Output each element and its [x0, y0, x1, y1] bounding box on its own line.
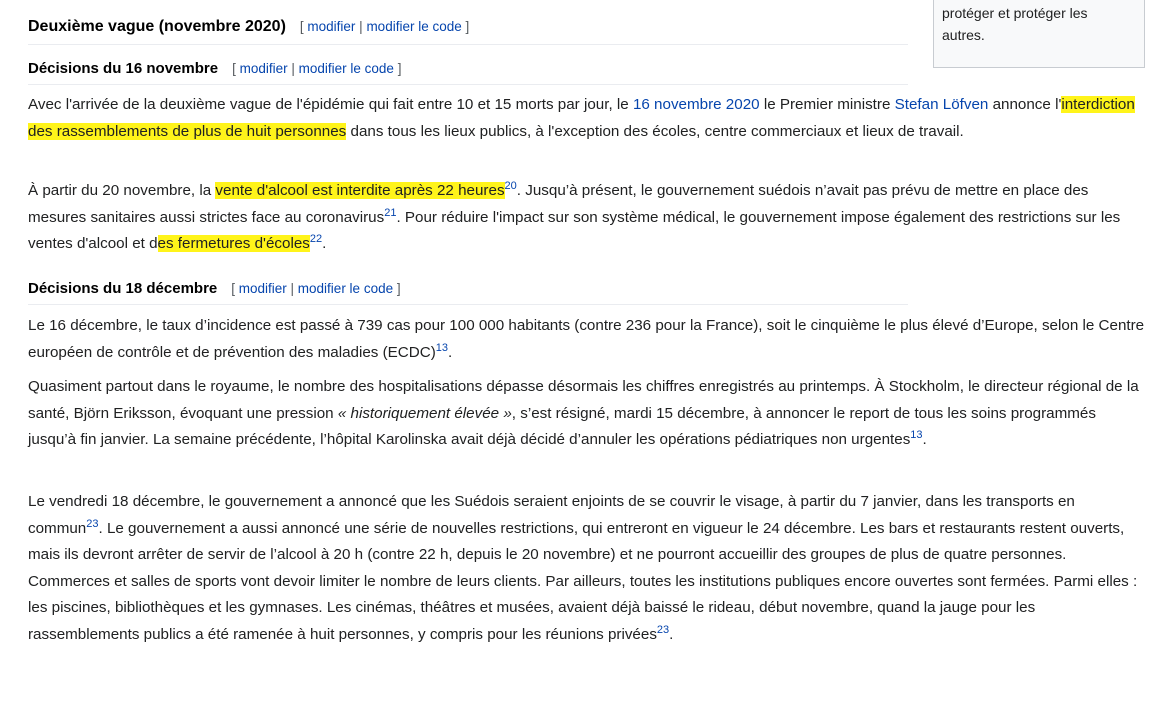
paragraph-dec18-3: Le vendredi 18 décembre, le gouvernement a annoncé que les Suédois seraient enjoints de se couvrir le visage, à partir du 7 janvier, dans les transports en commun$^{23}$. Le gouvernement a aussi annoncé une série de nouvelles restrictions, qui entreront en vigueur le 24 décembre. Les bars et restaurants restent ouverts, mais ils devront arrêter de servir de l’alcool à 20 h (contre 22 h, depuis le 20 novembre) et ne pourront accueillir des groupes de plus de quatre personnes. Commerces et salles de sports vont devoir limiter le nombre de leurs clients. Par ailleurs, toutes les institutions publiques encore ouvertes sont fermées. Parmi elles : les piscines, bibliothèques et les gymnases. Les cinémas, théâtres et musées, avaient déjà baissé le rideau, début novembre, quand la jauge pour les rassemblements publics a été ramenée à huit personnes, y compris pour les réunions privées$^{23}$. [28, 493, 1138, 643]
highlight-fermetures-ecoles: es fermetures d'écoles [157, 235, 310, 252]
infobox-line-3: autres. [942, 27, 985, 43]
infobox-fragment [933, 0, 1145, 68]
highlight-vente-alcool: vente d'alcool est interdite après 22 heures [215, 182, 505, 199]
reference-23 [86, 518, 98, 530]
modifier-code-link[interactable]: modifier le code [298, 61, 394, 76]
modifier-link[interactable]: modifier [238, 281, 287, 296]
reference-link[interactable]: 22 [309, 233, 323, 245]
heading-decisions-18-decembre: Décisions du 18 décembre [ modifier | modifier le code ] [28, 280, 908, 305]
link-stefan-lofven[interactable]: Stefan Löfven [894, 96, 989, 113]
infobox-line-2: protéger et protéger les [942, 5, 1088, 21]
heading-decisions-16-novembre: Décisions du 16 novembre [ modifier | modifier le code ] [28, 60, 908, 85]
reference-link[interactable]: 13 [435, 341, 449, 354]
reference-link[interactable]: 20 [504, 180, 517, 192]
reference-13 [910, 429, 922, 441]
reference-link[interactable]: 21 [384, 206, 397, 219]
link-16-novembre-2020[interactable]: 16 novembre 2020 [632, 96, 760, 113]
edit-section-links: [ modifier | modifier le code ] [299, 19, 470, 34]
reference-20 [505, 180, 517, 192]
paragraph-nov16-1: Avec l'arrivée de la deuxième vague de l'épidémie qui fait entre 10 et 15 morts par jour, le 16 novembre 2020 le Premier ministre Stefan Löfven annonce l'interdiction des rassemblements de plus de huit personnes dans tous les lieux publics, à l'exception des écoles, centre commerciaux et lieux de travail. [28, 96, 1135, 140]
reference-link[interactable]: 23 [656, 623, 670, 636]
reference-link[interactable]: 13 [910, 429, 923, 441]
edit-section-links: [ modifier | modifier le code ] [232, 61, 402, 76]
reference-13 [436, 342, 448, 354]
modifier-code-link[interactable]: modifier le code [366, 19, 462, 34]
heading-deuxieme-vague: Deuxième vague (novembre 2020) [ modifier | modifier le code ] [28, 18, 908, 45]
modifier-code-link[interactable]: modifier le code [297, 281, 394, 296]
reference-21 [384, 207, 396, 219]
edit-section-links: [ modifier | modifier le code ] [231, 281, 401, 296]
reference-link[interactable]: 23 [86, 517, 99, 530]
modifier-link[interactable]: modifier [239, 61, 288, 76]
reference-22 [310, 233, 322, 245]
highlight-interdiction: interdiction des rassemblements de plus de huit personnes [28, 96, 1135, 140]
reference-23 [657, 624, 669, 636]
quote-historiquement-elevee: « historiquement élevée » [337, 404, 512, 422]
paragraph-nov16-2: À partir du 20 novembre, la vente d'alcool est interdite après 22 heures$^{20}$. Jusqu’à présent, le gouvernement suédois n’avait pas prévu de mettre en place des mesures sanitaires aussi strictes face au coronavirus$^{21}$. Pour réduire l'impact sur son système médical, le gouvernement impose également des restrictions sur les ventes d'alcool et des fermetures d'écoles$^{22}$. [28, 180, 1121, 252]
paragraph-dec18-2: Quasiment partout dans le royaume, le nombre des hospitalisations dépasse désormais les chiffres enregistrés au printemps. À Stockholm, le directeur régional de la santé, Björn Eriksson, évoquant une pression « historiquement élevée », s’est résigné, mardi 15 décembre, à annoncer le report de tous les soins programmés jusqu’à fin janvier. La semaine précédente, l’hôpital Karolinska avait déjà décidé d’annuler les opérations pédiatriques non urgentes$^{13}$. [28, 378, 1139, 448]
paragraph-dec18-1: Le 16 décembre, le taux d’incidence est passé à 739 cas pour 100 000 habitants (contre 236 pour la France), soit le cinquième le plus élevé d’Europe, selon le Centre européen de contrôle et de prévention des maladies (ECDC)$^{13}$. [28, 317, 1145, 361]
modifier-link[interactable]: modifier [307, 19, 356, 34]
